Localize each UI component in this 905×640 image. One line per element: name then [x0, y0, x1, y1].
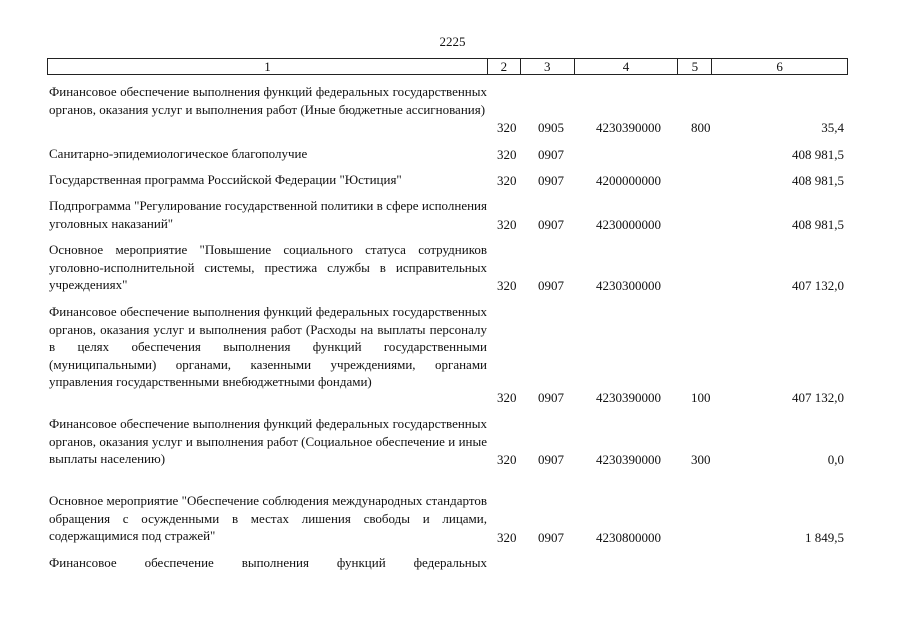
table-row [0, 415, 905, 468]
page-number: 2225 [439, 34, 466, 49]
header-col-1: 1 [48, 59, 488, 74]
row-col-6: 35,4 [821, 119, 844, 135]
row-col-2: 320 [497, 216, 517, 232]
row-col-2: 320 [497, 389, 517, 405]
table-header [47, 58, 848, 75]
row-col-2: 320 [497, 119, 517, 135]
table-row [0, 197, 905, 233]
row-col-6: 408 981,5 [792, 216, 844, 232]
row-col-4: 4230000000 [596, 216, 661, 232]
row-name: Государственная программа Российской Федерации "Юстиция" [49, 172, 402, 187]
row-name: Финансовое обеспечение выполнения функций федеральных государственных органов, оказания услуг и выполнения работ (Расходы на выплаты персоналу в целях обеспечения выполнения функций государственными (муниципальными) органами, казенными учреждениями, органами управления государственными внебюджетными фондами) [49, 304, 487, 389]
row-col-3: 0907 [538, 172, 564, 188]
row-name: Санитарно-эпидемиологическое благополучие [49, 146, 308, 161]
row-col-5: 100 [691, 389, 711, 405]
row-col-6: 408 981,5 [792, 172, 844, 188]
row-col-4: 4230800000 [596, 529, 661, 545]
table-row [0, 83, 905, 136]
table-row [0, 303, 905, 406]
row-col-6: 407 132,0 [792, 389, 844, 405]
row-name: Подпрограмма "Регулирование государственной политики в сфере исполнения уголовных наказаний" [49, 198, 487, 231]
table-row [0, 241, 905, 294]
table-row [0, 171, 905, 189]
row-col-6: 0,0 [827, 451, 844, 467]
row-name: Основное мероприятие "Обеспечение соблюдения международных стандартов обращения с осужденными в местах лишения свободы и лицами, содержащимися под стражей" [49, 493, 487, 543]
row-col-6: 1 849,5 [805, 529, 844, 545]
row-col-2: 320 [497, 277, 517, 293]
row-name: Финансовое обеспечение выполнения функций федеральных государственных органов, оказания услуг и выполнения работ (Иные бюджетные ассигнования) [49, 84, 487, 117]
row-col-2: 320 [497, 172, 517, 188]
row-col-3: 0907 [538, 451, 564, 467]
row-name: Основное мероприятие "Повышение социального статуса сотрудников уголовно-исполнительной системы, престижа службы в исправительных учреждениях" [49, 242, 487, 292]
row-col-3: 0907 [538, 389, 564, 405]
row-col-4: 4230390000 [596, 119, 661, 135]
table-row [0, 492, 905, 546]
header-col-6: 6 [776, 59, 783, 74]
header-col-5: 5 [678, 59, 712, 74]
row-name: Финансовое обеспечение выполнения функций федеральных государственных органов, оказания услуг и выполнения работ (Социальное обеспечение и иные выплаты населению) [49, 416, 487, 466]
row-col-3: 0907 [538, 529, 564, 545]
row-col-2: 320 [497, 146, 517, 162]
row-name: Финансовое обеспечение выполнения функций федеральных [49, 555, 487, 570]
row-col-3: 0907 [538, 146, 564, 162]
row-col-4: 4200000000 [596, 172, 661, 188]
row-col-5: 300 [691, 451, 711, 467]
row-col-3: 0905 [538, 119, 564, 135]
row-col-2: 320 [497, 529, 517, 545]
row-col-6: 407 132,0 [792, 277, 844, 293]
row-col-3: 0907 [538, 277, 564, 293]
row-col-6: 408 981,5 [792, 146, 844, 162]
row-col-4: 4230300000 [596, 277, 661, 293]
row-col-5: 800 [691, 119, 711, 135]
row-col-4: 4230390000 [596, 389, 661, 405]
row-col-3: 0907 [538, 216, 564, 232]
header-col-2: 2 [488, 59, 521, 74]
table-row [0, 145, 905, 163]
header-col-4: 4 [575, 59, 679, 74]
row-col-2: 320 [497, 451, 517, 467]
table-row [0, 554, 905, 572]
header-col-3: 3 [521, 59, 575, 74]
row-col-4: 4230390000 [596, 451, 661, 467]
